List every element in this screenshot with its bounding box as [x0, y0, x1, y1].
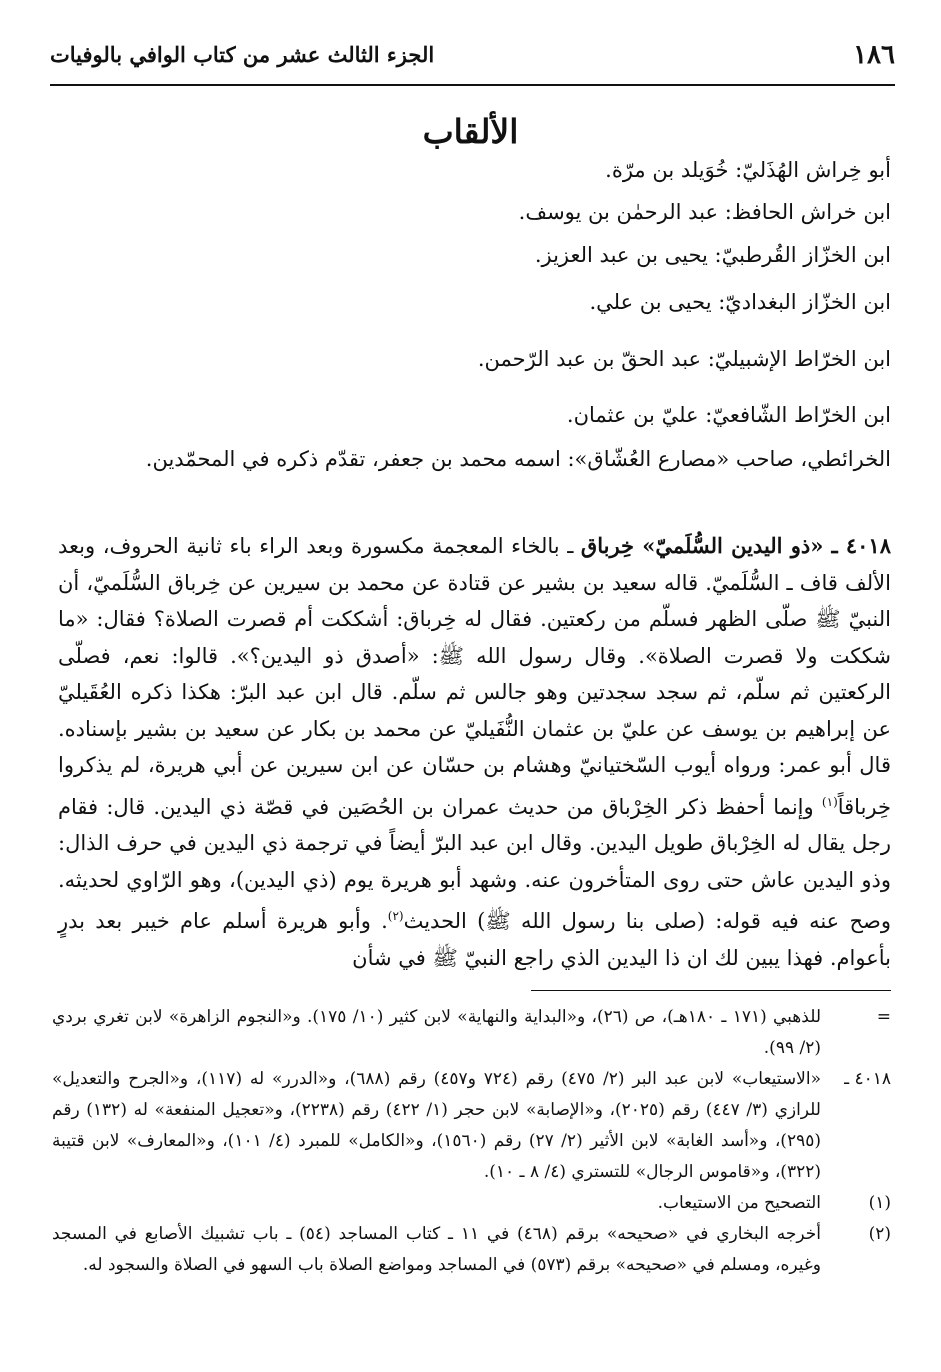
- entry-heading: ٤٠١٨ ـ «ذو اليدين السُّلَميّ» خِرباق: [580, 533, 891, 558]
- entry-text: . وأبو هريرة أسلم عام خيبر بعد بدرٍ بأعوام. فهذا يبين لك ان ذا اليدين الذي راجع النبيّ ﷺ في شأن: [58, 909, 891, 970]
- title-line: ابن الخرّاط الشّافعيّ: عليّ بن عثمان.: [566, 403, 891, 427]
- title-line: ابن خراش الحافظ: عبد الرحمٰن بن يوسف.: [518, 200, 891, 224]
- page-number: ١٨٦: [853, 40, 895, 70]
- title-line: ابن الخزّاز القُرطبيّ: يحيى بن عبد العزيز.: [534, 243, 891, 267]
- footnote-mark: (١): [868, 1193, 891, 1213]
- footnote-separator: [531, 990, 891, 991]
- footnote-mark: (٢): [868, 1224, 891, 1244]
- page-header: [50, 40, 895, 86]
- footnotes: [52, 1002, 891, 1281]
- entry-text: ـ بالخاء المعجمة مكسورة وبعد الراء باء ثانية الحروف، وبعد الألف قاف ـ السُّلَميّ. قاله سعيد بن بشير عن قتادة عن محمد بن سيرين عن خِرباق السُّلَميّ، أن النبيّ ﷺ صلّى الظهر فسلّم من ركعتين. فقال له خِرباق: أشككت أم قصرت الصلاة؟ فقال: «ما شككت ولا قصرت الصلاة». وقال رسول الله ﷺ: «أصدق ذو اليدين؟». قالوا: نعم، فصلّى الركعتين ثم سلّم، ثم سجد سجدتين وهو جالس ثم سلّم. قال ابن عبد البرّ: هكذا ذكره العُقَيليّ عن إبراهيم بن يوسف عن عليّ بن عثمان النُّفَيليّ عن محمد بن بكار عن سعيد بن بشير بإسناده. قال أبو عمر: ورواه أيوب السّختيانيّ وهشام بن حسّان عن ابن سيرين عن أبي هريرة، لم يذكروا خِرباقاً: [58, 534, 891, 819]
- entry-4018: [58, 528, 891, 976]
- footnote: [52, 1064, 891, 1188]
- footnote-mark: ٤٠١٨ ـ: [844, 1069, 891, 1089]
- footnote-text: أخرجه البخاري في «صحيحه» برقم (٤٦٨) في ١١ ـ كتاب المساجد (٥٤) ـ باب تشبيك الأصابع في المسجد وغيره، ومسلم في «صحيحه» برقم (٥٧٣) في المساجد ومواضع الصلاة باب السهو في الصلاة والسجود له.: [52, 1224, 821, 1275]
- title-line: الخرائطي، صاحب «مصارع العُشّاق»: اسمه محمد بن جعفر، تقدّم ذكره في المحمّدين.: [145, 447, 891, 471]
- entry-text: وإنما أحفظ ذكر الخِرْباق من حديث عمران بن الحُصَين في قصّة ذي اليدين. قال: فقام رجل يقال له الخِرْباق طويل اليدين. وقال ابن عبد البرّ أيضاً في ترجمة ذي اليدين في حرف الذال: وذو اليدين عاش حتى روى المتأخرون عنه. وشهد أبو هريرة يوم (ذي اليدين)، وهو الرّاوي لحديثه. وصح عنه فيه قوله: (صلى بنا رسول الله ﷺ) الحديث: [58, 794, 891, 933]
- footnote: [52, 1002, 891, 1064]
- footnote-text: «الاستيعاب» لابن عبد البر (٢/ ٤٧٥) رقم (٧٢٤ و٤٥٧) رقم (٦٨٨)، و«الدرر» له (١١٧)، و«الجرح والتعديل» للرازي (٣/ ٤٤٧) رقم (٢٠٢٥)، و«الإصابة» لابن حجر (١/ ٤٢٢) رقم (٢٢٣٨)، و«تعجيل المنفعة» له (١٣٢) رقم (٢٩٥)، و«أسد الغابة» لابن الأثير (٢/ ٢٧) رقم (١٥٦٠)، و«الكامل» للمبرد (٤/ ١٠١)، و«المعارف» لابن قتيبة (٣٢٢)، و«قاموس الرجال» للتستري (٤/ ٨ ـ ١٠).: [52, 1069, 821, 1182]
- footnote: [52, 1188, 891, 1219]
- title-line: ابن الخرّاط الإشبيليّ: عبد الحقّ بن عبد الرّحمن.: [477, 347, 891, 371]
- footnote: [52, 1219, 891, 1281]
- footnote-ref-1: (١): [821, 794, 838, 809]
- footnote-text: التصحيح من الاستيعاب.: [657, 1193, 821, 1213]
- footnote-mark: =: [876, 1007, 891, 1027]
- title-line: أبو خِراش الهُذَليّ: خُوَيلد بن مرّة.: [605, 158, 891, 182]
- section-title: الألقاب: [422, 112, 519, 151]
- titles-list: [60, 158, 891, 471]
- title-line: ابن الخزّاز البغداديّ: يحيى بن علي.: [589, 290, 891, 314]
- running-head: الجزء الثالث عشر من كتاب الوافي بالوفيات: [50, 42, 435, 67]
- footnote-ref-2: (٢): [387, 909, 404, 923]
- footnote-text: للذهبي (١٧١ ـ ١٨٠هـ)، ص (٢٦)، و«البداية والنهاية» لابن كثير (١٠/ ١٧٥). و«النجوم الزاهرة» لابن تغري بردي (٢/ ٩٩).: [52, 1007, 822, 1058]
